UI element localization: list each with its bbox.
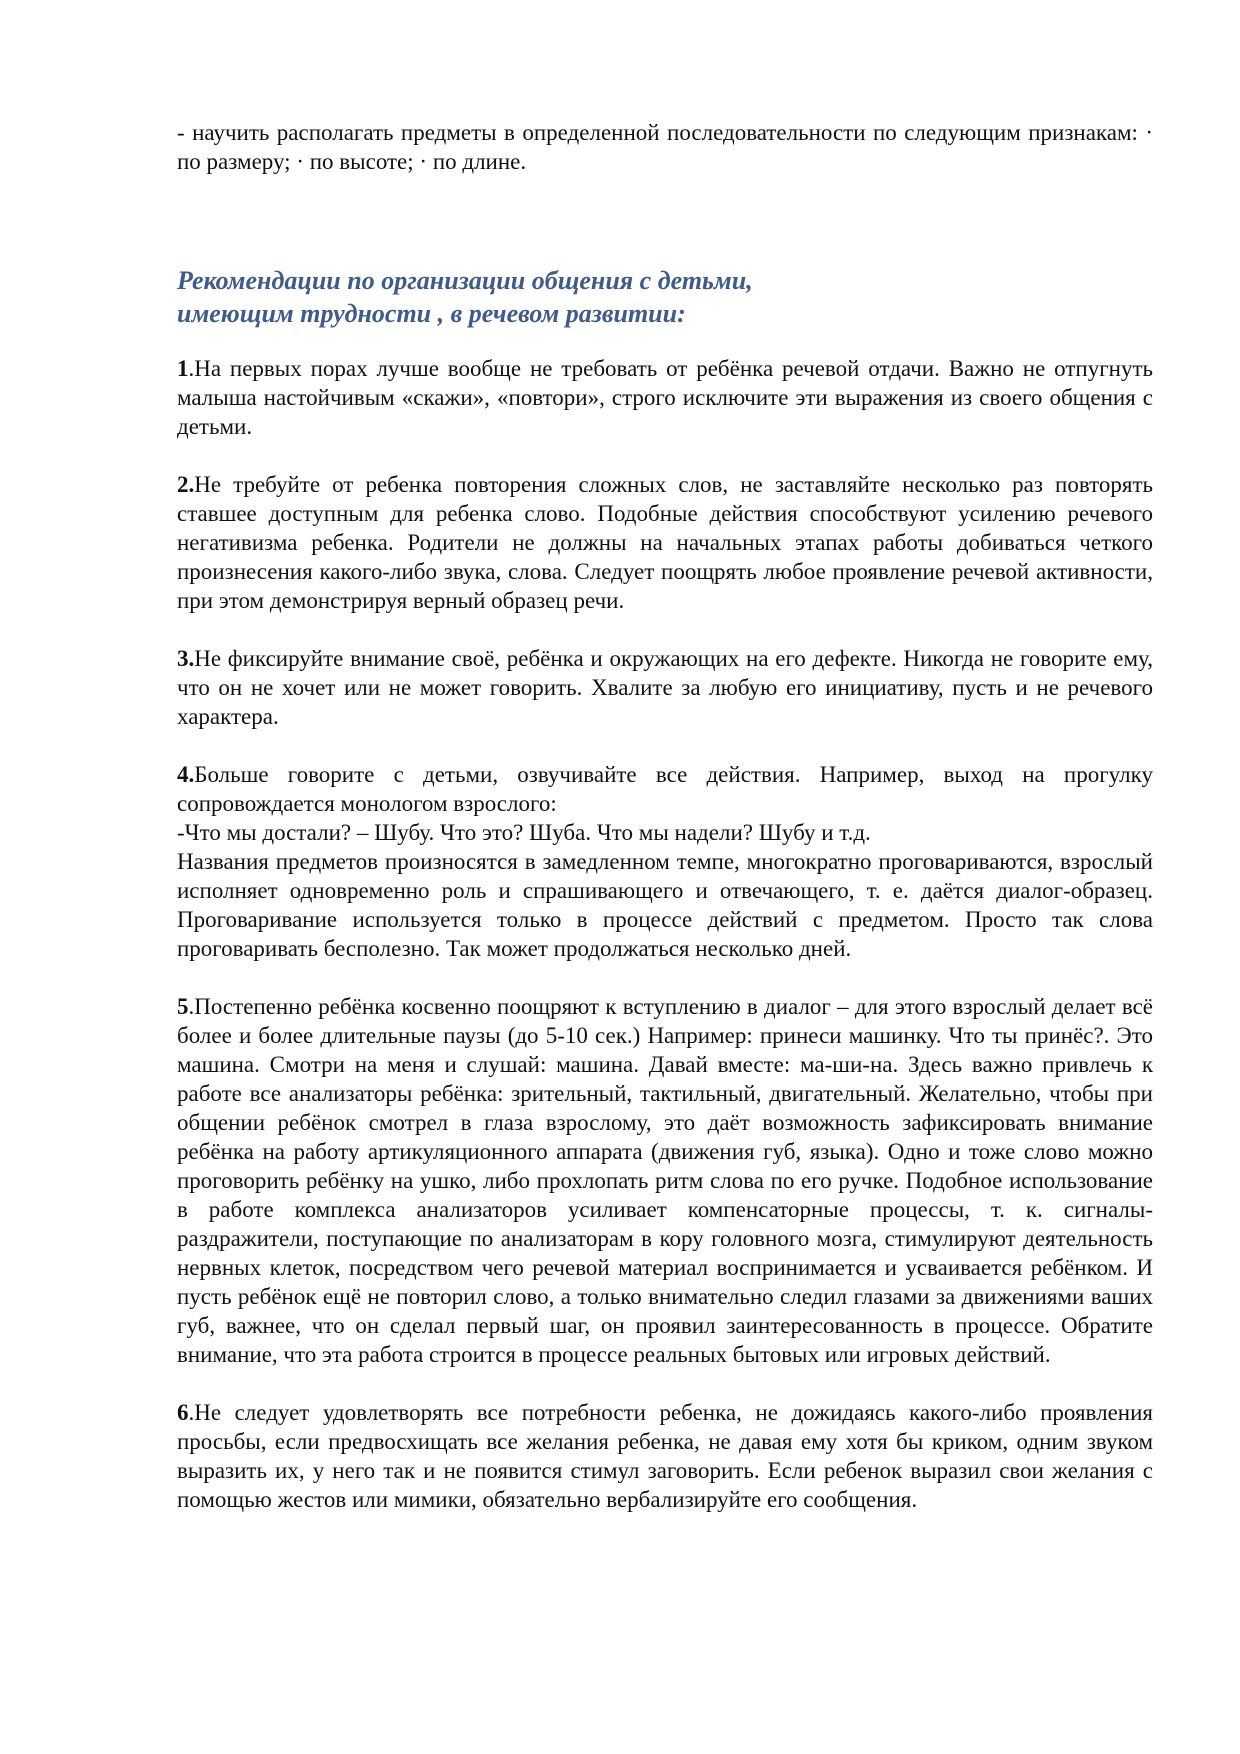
section-title-line-1: Рекомендации по организации общения с детьми, xyxy=(177,266,753,295)
recommendation-number: 1 xyxy=(177,356,189,381)
recommendation-1 xyxy=(177,354,1153,441)
recommendation-text: .Постепенно ребёнка косвенно поощряют к вступлению в диалог – для этого взрослый делает всё более и более длительные паузы (до 5-10 сек.) Например: принеси машинку. Что ты принёс?. Это машина. Смотри на меня и слушай: машина. Давай вместе: ма-ши-на. Здесь важно привлечь к работе все анализаторы ребёнка: зрительный, тактильный, двигательный. Желательно, чтобы при общении ребёнок смотрел в глаза взрослому, это даёт возможность зафиксировать внимание ребёнка на работу артикуляционного аппарата (движения губ, языка). Одно и тоже слово можно проговорить ребёнку на ушко, либо прохлопать ритм слова по его ручке. Подобное использование в работе комплекса анализаторов усиливает компенсаторные процессы, т. к. сигналы-раздражители, поступающие по анализаторам в кору головного мозга, стимулируют деятельность нервных клеток, посредством чего речевой материал воспринимается и усваивается ребёнком. И пусть ребёнок ещё не повторил слово, а только внимательно следил глазами за движениями ваших губ, важнее, что он сделал первый шаг, он проявил заинтересованность в процессе. Обратите внимание, что эта работа строится в процессе реальных бытовых или игровых действий. xyxy=(177,994,1153,1367)
recommendation-number: 3. xyxy=(177,646,195,671)
recommendation-number: 6 xyxy=(177,1400,189,1425)
recommendation-6 xyxy=(177,1398,1153,1514)
recommendation-2 xyxy=(177,470,1153,615)
recommendation-number: 5 xyxy=(177,994,189,1019)
intro-paragraph: - научить располагать предметы в определенной последовательности по следующим признакам: · по размеру; · по высоте; · по длине. xyxy=(177,120,1153,174)
recommendation-number: 2. xyxy=(177,472,195,497)
page-content xyxy=(177,118,1153,1543)
recommendation-3 xyxy=(177,644,1153,731)
recommendation-text: Не требуйте от ребенка повторения сложных слов, не заставляйте несколько раз повторять ставшее доступным для ребенка слово. Подобные действия способствуют усилению речевого негативизма ребенка. Родители не должны на начальных этапах работы добиваться четкого произнесения какого-либо звука, слова. Следует поощрять любое проявление речевой активности, при этом демонстрируя верный образец речи. xyxy=(177,472,1153,613)
section-title xyxy=(177,264,1153,330)
section-title-line-2: имеющим трудности , в речевом развитии: xyxy=(177,299,686,328)
recommendation-5 xyxy=(177,992,1153,1369)
recommendation-text: Больше говорите с детьми, озвучивайте все действия. Например, выход на прогулку сопровождается монологом взрослого: xyxy=(177,762,1153,816)
recommendation-4 xyxy=(177,760,1153,963)
recommendation-text: Не фиксируйте внимание своё, ребёнка и окружающих на его дефекте. Никогда не говорите ему, что он не хочет или не может говорить. Хвалите за любую его инициативу, пусть и не речевого характера. xyxy=(177,646,1153,729)
recommendation-text: .Не следует удовлетворять все потребности ребенка, не дожидаясь какого-либо проявления просьбы, если предвосхищать все желания ребенка, не давая ему хотя бы криком, одним звуком выразить их, у него так и не появится стимул заговорить. Если ребенок выразил свои желания с помощью жестов или мимики, обязательно вербализируйте его сообщения. xyxy=(177,1400,1153,1512)
recommendation-text: .На первых порах лучше вообще не требовать от ребёнка речевой отдачи. Важно не отпугнуть малыша настойчивым «скажи», «повтори», строго исключите эти выражения из своего общения с детьми. xyxy=(177,356,1153,439)
recommendation-number: 4. xyxy=(177,762,195,787)
recommendation-4-lead xyxy=(177,760,1153,818)
recommendation-4-extra: Названия предметов произносятся в замедленном темпе, многократно проговариваются, взрослый исполняет одновременно роль и спрашивающего и отвечающего, т. е. даётся диалог-образец. Проговаривание используется только в процессе действий с предметом. Просто так слова проговаривать бесполезно. Так может продолжаться несколько дней. xyxy=(177,849,1153,961)
recommendation-4-dialog: -Что мы достали? – Шубу. Что это? Шуба. Что мы надели? Шубу и т.д. xyxy=(177,820,871,845)
